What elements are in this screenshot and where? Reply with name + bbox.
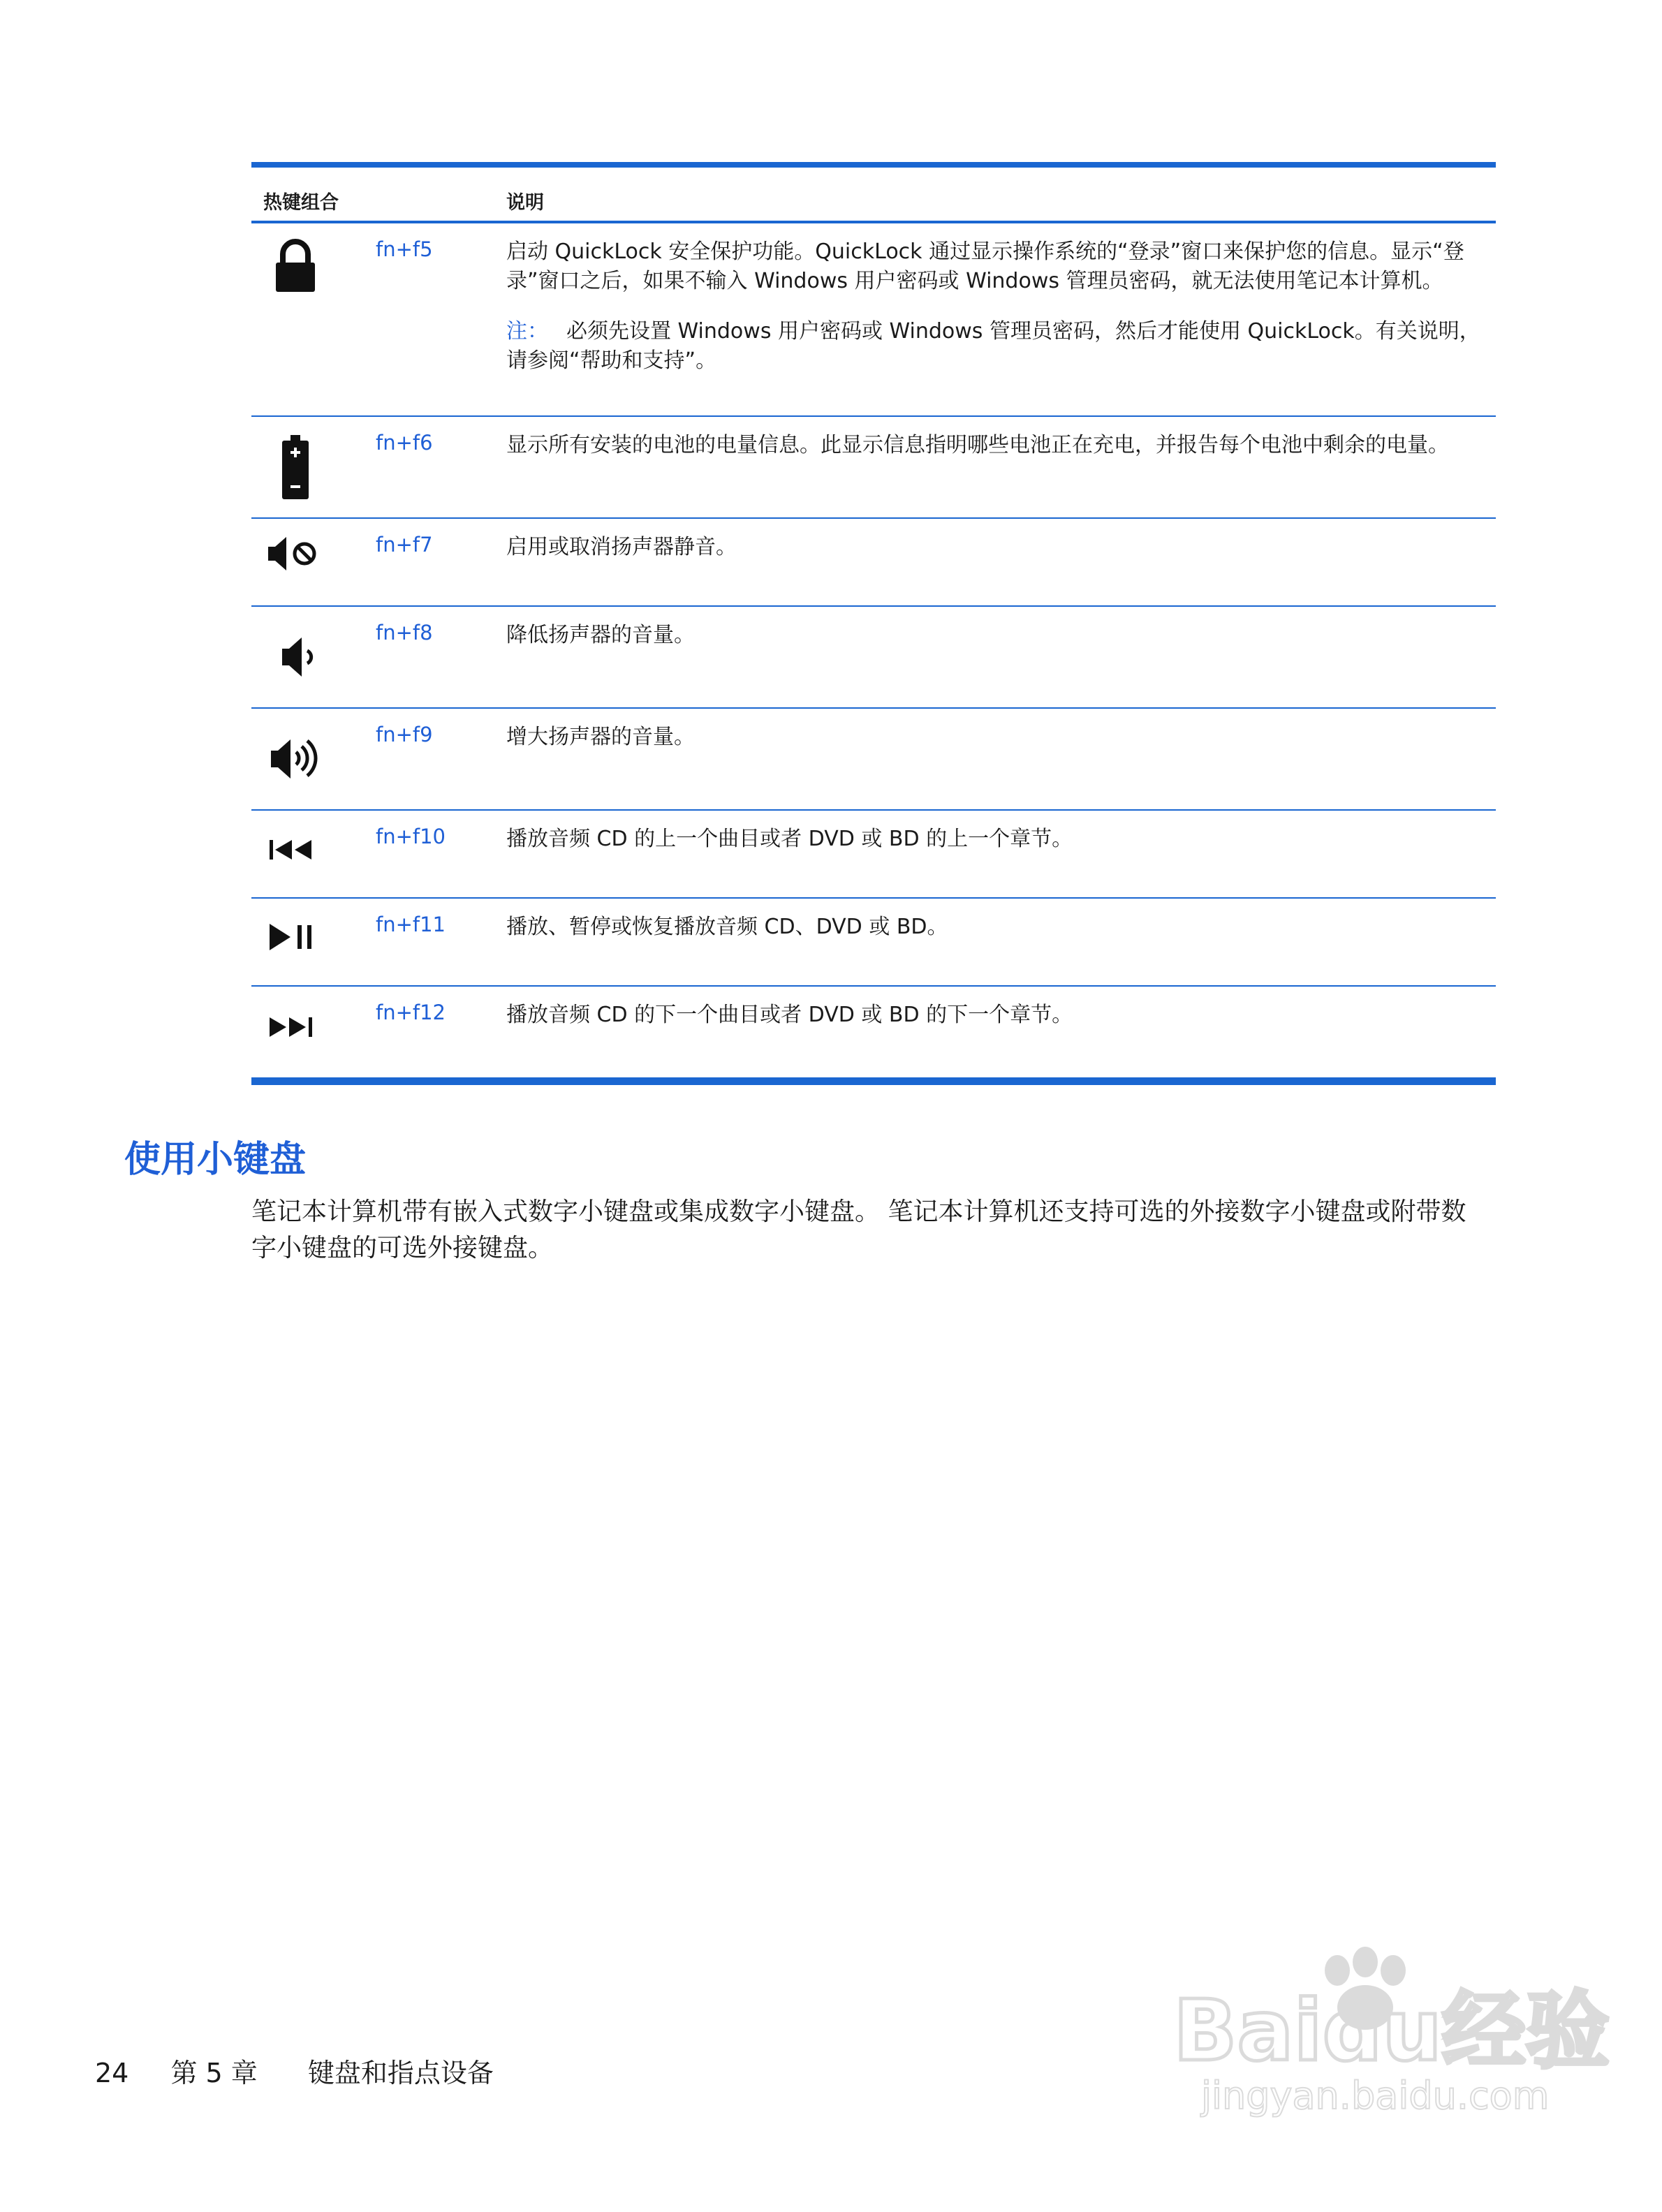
chapter-title: 键盘和指点设备 — [307, 2058, 494, 2088]
hotkey-description: 显示所有安装的电池的电量信息。此显示信息指明哪些电池正在充电，并报告每个电池中剩余的电量。 — [506, 433, 1449, 457]
table-row — [251, 811, 1496, 899]
hotkey-label: fn+f12 — [376, 1001, 446, 1024]
baidu-watermark — [1159, 1941, 1610, 2123]
watermark-brand: Baidu经验 — [1173, 1983, 1610, 2080]
hotkey-label: fn+f11 — [376, 913, 446, 936]
table-bottom-rule — [251, 1079, 1496, 1085]
table-top-rule — [251, 162, 1496, 168]
hotkey-label: fn+f7 — [376, 533, 433, 556]
hotkey-description: 播放、暂停或恢复播放音频 CD、DVD 或 BD。 — [506, 915, 948, 939]
section-title: 使用小键盘 — [124, 1139, 307, 1181]
page-footer — [95, 2051, 513, 2090]
table-row — [251, 987, 1496, 1079]
volume-up-icon — [264, 734, 327, 783]
section-body: 笔记本计算机带有嵌入式数字小键盘或集成数字小键盘。 笔记本计算机还支持可选的外接数字小键盘或附带数字小键盘的可选外接键盘。 — [251, 1197, 1466, 1262]
header-description: 说明 — [506, 192, 544, 214]
lock-icon — [264, 239, 327, 295]
hotkey-description: 增大扬声器的音量。 — [506, 725, 695, 749]
hotkey-description: 播放音频 CD 的下一个曲目或者 DVD 或 BD 的下一个章节。 — [506, 1003, 1073, 1027]
table-row — [251, 519, 1496, 607]
hotkey-description: 播放音频 CD 的上一个曲目或者 DVD 或 BD 的上一个章节。 — [506, 827, 1073, 851]
note — [506, 317, 1487, 376]
description-text: 启动 QuickLock 安全保护功能。QuickLock 通过显示操作系统的“登录”窗口来保护您的信息。显示“登录”窗口之后，如果不输入 Windows 用户密码或 Windows 管理员密码，就无法使用笔记本计算机。 — [506, 239, 1464, 293]
hotkey-label: fn+f8 — [376, 621, 433, 644]
table-header — [251, 168, 1496, 221]
watermark-url: jingyan.baidu.com — [1201, 2074, 1550, 2118]
table-row — [251, 899, 1496, 987]
speaker-mute-icon — [264, 533, 327, 575]
hotkey-description: 降低扬声器的音量。 — [506, 623, 695, 647]
next-track-icon — [264, 1013, 327, 1041]
table-row — [251, 607, 1496, 709]
hotkey-label: fn+f9 — [376, 723, 433, 746]
table-row — [251, 417, 1496, 519]
hotkey-description: 启用或取消扬声器静音。 — [506, 535, 737, 559]
hotkey-description — [506, 237, 1487, 376]
hotkey-label: fn+f10 — [376, 825, 446, 848]
note-text: 必须先设置 Windows 用户密码或 Windows 管理员密码，然后才能使用 QuickLock。有关说明，请参阅“帮助和支持”。 — [506, 319, 1480, 373]
previous-track-icon — [264, 836, 327, 864]
battery-icon — [264, 432, 327, 502]
hotkey-label: fn+f6 — [376, 431, 433, 455]
page-number: 24 — [95, 2058, 129, 2088]
table-row — [251, 709, 1496, 811]
volume-down-icon — [264, 632, 327, 681]
header-hotkey: 热键组合 — [263, 192, 339, 214]
chapter-label: 第 5 章 — [170, 2058, 258, 2088]
table-row — [251, 223, 1496, 417]
hotkey-table — [251, 162, 1496, 1085]
play-pause-icon — [264, 920, 327, 954]
hotkey-label: fn+f5 — [376, 237, 433, 261]
note-label: 注： — [506, 319, 548, 344]
